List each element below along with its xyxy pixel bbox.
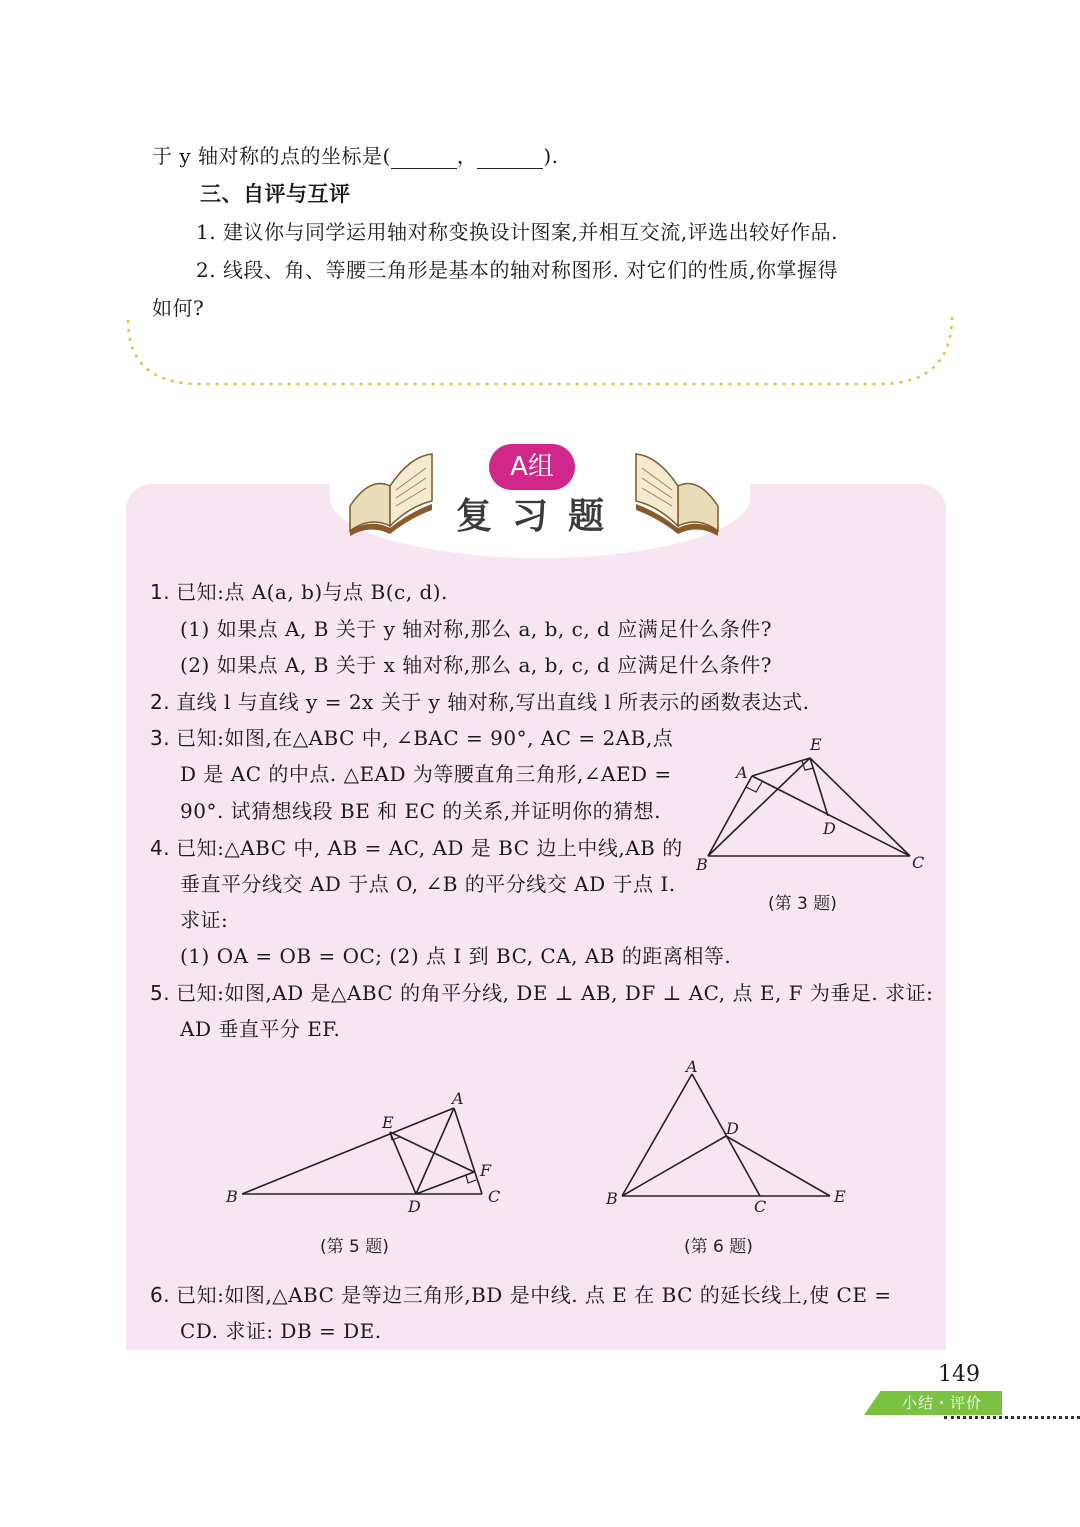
fig5-label-c: C [488,1187,501,1206]
figure-5-caption: (第 5 题) [320,1237,389,1257]
top-line-1-comma: ， [456,144,478,168]
fig6-label-e: E [834,1187,846,1206]
fig5-label-e: E [382,1113,394,1132]
problem-1-part-1: (1) 如果点 A, B 关于 y 轴对称,那么 a, b, c, d 应满足什么条件? [180,617,772,641]
figure-3 [690,730,940,880]
fig3-label-d: D [823,819,836,838]
problem-6-number: 6. [150,1283,171,1307]
problem-5-number: 5. [150,981,171,1005]
answer-blank-2 [477,168,543,169]
problem-4-text-1: 已知:△ABC 中, AB = AC, AD 是 BC 边上中线,AB 的 [176,836,683,860]
problem-5-line-1 [150,977,933,1006]
fig5-label-b: B [226,1187,238,1206]
problem-3-line-1 [150,722,673,751]
problem-1-text: 已知:点 A(a, b)与点 B(c, d). [176,580,448,604]
problem-1 [150,576,448,605]
problem-6-line-2: CD. 求证: DB = DE. [180,1319,382,1343]
problem-1-part-2: (2) 如果点 A, B 关于 x 轴对称,那么 a, b, c, d 应满足什么条件? [180,653,772,677]
figure-6 [600,1058,860,1218]
problem-2-text: 直线 l 与直线 y = 2x 关于 y 轴对称,写出直线 l 所表示的函数表达式. [176,690,810,714]
fig3-label-e: E [810,735,822,754]
problem-5-text-1: 已知:如图,AD 是△ABC 的角平分线, DE ⊥ AB, DF ⊥ AC, 点 E, F 为垂足. 求证: [176,981,934,1005]
writing-area-border [120,300,960,396]
problem-4-line-3: 求证: [180,908,229,932]
fig5-label-f: F [480,1161,492,1180]
problem-4-line-1 [150,832,683,861]
fig3-label-c: C [912,853,925,872]
top-line-1-prefix: 于 y 轴对称的点的坐标是( [152,144,391,168]
fig6-label-d: D [726,1119,739,1138]
problem-6-line-1 [150,1279,892,1308]
problem-4-line-2: 垂直平分线交 AD 于点 O, ∠B 的平分线交 AD 于点 I. [180,872,676,896]
fig6-label-b: B [606,1189,618,1208]
problem-3-line-3: 90°. 试猜想线段 BE 和 EC 的关系,并证明你的猜想. [180,799,662,823]
open-book-icon-right [628,446,728,536]
problem-4-number: 4. [150,836,171,860]
top-line-1 [152,140,559,169]
problem-3-text-1: 已知:如图,在△ABC 中, ∠BAC = 90°, AC = 2AB,点 [176,726,674,750]
figure-6-caption: (第 6 题) [684,1237,753,1257]
fig6-label-a: A [686,1058,698,1076]
fig5-label-d: D [408,1197,421,1216]
fig5-label-a: A [452,1090,464,1108]
self-eval-item-2-cont: 如何? [152,296,205,320]
problem-2-number: 2. [150,690,171,714]
open-book-icon-left [340,446,440,536]
problem-5-line-2: AD 垂直平分 EF. [180,1017,341,1041]
problem-2 [150,686,810,715]
page-number: 149 [938,1362,980,1387]
group-a-badge: A组 [489,444,575,490]
self-eval-item-2: 2. 线段、角、等腰三角形是基本的轴对称图形. 对它们的性质,你掌握得 [196,258,839,282]
section-heading: 三、自评与互评 [200,182,351,206]
problem-3-line-2: D 是 AC 的中点. △EAD 为等腰直角三角形,∠AED = [180,762,672,786]
fig3-label-b: B [696,855,708,874]
problem-6-text-1: 已知:如图,△ABC 是等边三角形,BD 是中线. 点 E 在 BC 的延长线上,使 CE = [176,1283,892,1307]
section-tab-label: 小结・评价 [902,1394,983,1412]
fig6-label-c: C [754,1197,767,1216]
figure-3-caption: (第 3 题) [768,894,837,914]
fig3-label-a: A [736,763,748,782]
answer-blank-1 [391,168,457,169]
figure-5 [220,1090,520,1220]
self-eval-item-1: 1. 建议你与同学运用轴对称变换设计图案,并相互交流,评选出较好作品. [196,220,839,244]
problem-4-line-4: (1) OA = OB = OC; (2) 点 I 到 BC, CA, AB 的距离相等. [180,944,732,968]
problem-3-number: 3. [150,726,171,750]
footer-dotted-rule [944,1416,1080,1419]
top-line-1-suffix: ). [543,144,559,168]
review-title: 复习题 [455,496,624,537]
problem-1-number: 1. [150,580,171,604]
